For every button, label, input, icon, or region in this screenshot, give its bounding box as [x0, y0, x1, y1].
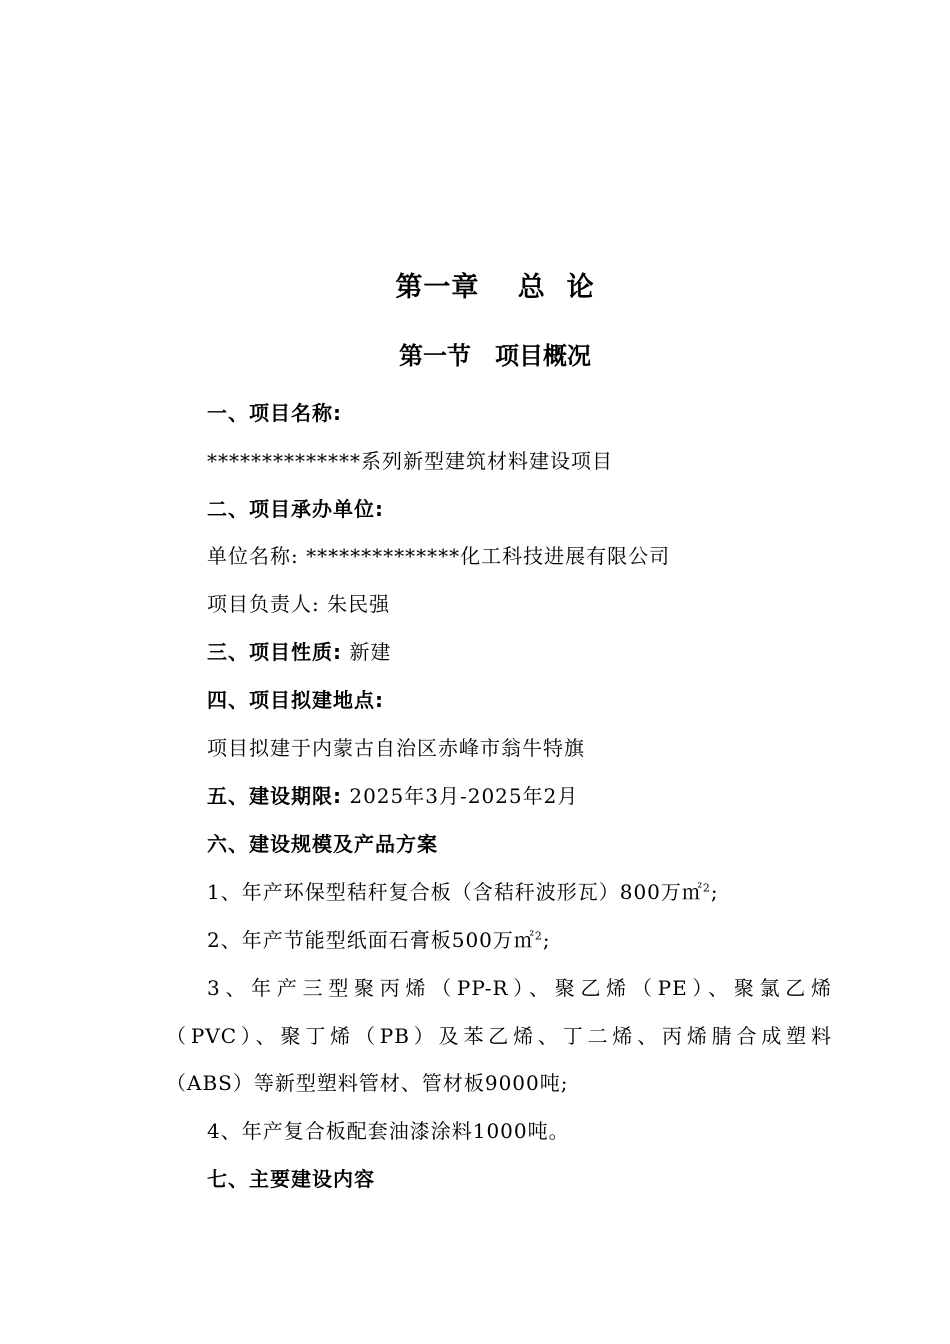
punctuation: ;	[710, 880, 719, 904]
punctuation: ;	[542, 928, 551, 952]
product-item-2	[207, 925, 551, 955]
project-site-heading: 四、项目拟建地点:	[207, 688, 384, 712]
organizer-name: 单位名称: **************化工科技进展有限公司	[207, 544, 671, 568]
product-item-3-line-2: （PVC）、聚丁烯（PB）及苯乙烯、丁二烯、丙烯腈合成塑料	[166, 1024, 832, 1048]
construction-period-value: 2025年3月-2025年2月	[342, 784, 579, 808]
project-nature-value: 新建	[342, 640, 392, 664]
construction-period-line	[207, 781, 578, 811]
organizer-heading: 二、项目承办单位:	[207, 497, 384, 521]
main-content-heading: 七、主要建设内容	[207, 1167, 375, 1191]
chapter-title: 第一章 总 论	[395, 272, 595, 303]
product-item-3-line-1: 3、年产三型聚丙烯（PP-R）、聚乙烯（PE）、聚氯乙烯	[207, 976, 832, 1000]
project-nature-line	[207, 637, 391, 667]
project-site-value: 项目拟建于内蒙古自治区赤峰市翁牛特旗	[207, 736, 585, 760]
product-item-3-line-3: （ABS）等新型塑料管材、管材板9000吨;	[166, 1071, 569, 1095]
superscript: 2	[534, 929, 543, 943]
product-item-2-text: 2、年产节能型纸面石膏板500万㎡	[207, 928, 535, 952]
product-item-1	[207, 877, 719, 907]
scale-heading: 六、建设规模及产品方案	[207, 832, 438, 856]
project-leader: 项目负责人: 朱民强	[207, 592, 391, 616]
product-item-1-text: 1、年产环保型秸秆复合板（含秸秆波形瓦）800万㎡	[207, 880, 703, 904]
project-nature-heading: 三、项目性质:	[207, 640, 342, 664]
section-title: 第一节 项目概况	[399, 342, 591, 370]
construction-period-heading: 五、建设期限:	[207, 784, 342, 808]
project-name-heading: 一、项目名称:	[207, 401, 342, 425]
project-name-value: **************系列新型建筑材料建设项目	[207, 449, 613, 473]
product-item-4: 4、年产复合板配套油漆涂料1000吨。	[207, 1119, 570, 1143]
superscript: 2	[702, 881, 711, 895]
